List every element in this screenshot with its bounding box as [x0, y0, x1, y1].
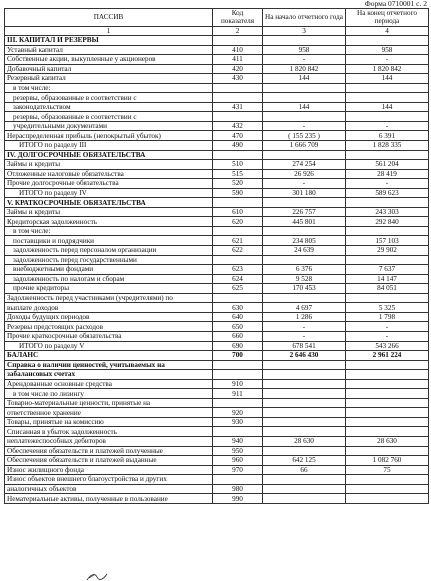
row-name: в том числе по лизингу	[5, 389, 213, 399]
row-name: Справка о наличии ценностей, учитываемых на	[5, 360, 213, 370]
row-code: 410	[213, 45, 263, 55]
row-name: задолженность перед государственными	[5, 255, 213, 265]
row-code: 622	[213, 246, 263, 256]
row-code	[213, 427, 263, 437]
row-code	[213, 398, 263, 408]
row-name: задолженность по налогам и сборам	[5, 274, 213, 284]
row-name: Отложенные налоговые обязательства	[5, 169, 213, 179]
row-name: Добавочный капитал	[5, 64, 213, 74]
row-code: 920	[213, 408, 263, 418]
row-value-start: 144	[263, 74, 346, 84]
table-row	[5, 198, 429, 208]
row-value-end: 1 820 842	[346, 64, 429, 74]
row-code: 630	[213, 303, 263, 313]
row-name: задолженность перед персоналом организации	[5, 246, 213, 256]
row-value-start	[263, 198, 346, 208]
row-value-start: 234 805	[263, 236, 346, 246]
row-value-start	[263, 427, 346, 437]
table-row	[5, 293, 429, 303]
column-number: 3	[263, 27, 346, 36]
row-value-start	[263, 484, 346, 494]
row-name: внебюджетными фондами	[5, 265, 213, 275]
liabilities-table-body	[5, 9, 429, 504]
row-code	[213, 150, 263, 160]
row-code: 960	[213, 456, 263, 466]
row-value-end	[346, 398, 429, 408]
row-value-end	[346, 427, 429, 437]
row-code: 640	[213, 312, 263, 322]
table-row	[5, 45, 429, 55]
row-value-end	[346, 417, 429, 427]
table-row	[5, 83, 429, 93]
row-code: 650	[213, 322, 263, 332]
table-row	[5, 102, 429, 112]
table-row	[5, 274, 429, 284]
table-row	[5, 398, 429, 408]
row-value-end	[346, 494, 429, 504]
table-row	[5, 341, 429, 351]
row-value-end	[346, 226, 429, 236]
row-code: 490	[213, 141, 263, 151]
row-value-end: 2 961 224	[346, 351, 429, 361]
row-code: 980	[213, 484, 263, 494]
row-code	[213, 112, 263, 122]
row-value-end	[346, 198, 429, 208]
table-row	[5, 141, 429, 151]
row-value-end: 589 623	[346, 188, 429, 198]
row-value-end: 29 902	[346, 246, 429, 256]
row-name: выплате доходов	[5, 303, 213, 313]
row-name: Товарно-материальные ценности, принятые на	[5, 398, 213, 408]
row-value-end: 561 204	[346, 160, 429, 170]
row-name: Займы и кредиты	[5, 160, 213, 170]
row-value-end: 292 840	[346, 217, 429, 227]
row-code: 432	[213, 121, 263, 131]
row-name: Износ объектов внешнего благоустройства и других	[5, 475, 213, 485]
row-code	[213, 370, 263, 380]
table-row	[5, 408, 429, 418]
liabilities-table	[4, 8, 429, 504]
row-value-start: -	[263, 331, 346, 341]
table-row	[5, 255, 429, 265]
row-name: учредительными документами	[5, 121, 213, 131]
row-value-start: 226 757	[263, 207, 346, 217]
column-number-row	[5, 27, 429, 36]
row-code: 420	[213, 64, 263, 74]
row-name: Товары, принятые на комиссию	[5, 417, 213, 427]
table-row	[5, 169, 429, 179]
row-value-end	[346, 408, 429, 418]
row-name: ИТОГО по разделу III	[5, 141, 213, 151]
row-value-end: 958	[346, 45, 429, 55]
row-value-end: 28 419	[346, 169, 429, 179]
row-value-start	[263, 446, 346, 456]
table-row	[5, 284, 429, 294]
table-row	[5, 351, 429, 361]
row-name: неплатежеспособных дебиторов	[5, 436, 213, 446]
row-name: Уставный капитал	[5, 45, 213, 55]
row-name: Арендованные основные средства	[5, 379, 213, 389]
row-value-start	[263, 83, 346, 93]
table-row	[5, 370, 429, 380]
row-value-start	[263, 494, 346, 504]
table-row	[5, 446, 429, 456]
row-value-start	[263, 370, 346, 380]
row-value-start: 6 376	[263, 265, 346, 275]
row-value-start	[263, 93, 346, 103]
row-value-end: 28 630	[346, 436, 429, 446]
row-name: резервы, образованные в соответствии с	[5, 93, 213, 103]
row-value-end: -	[346, 331, 429, 341]
row-code: 911	[213, 389, 263, 399]
row-value-start	[263, 417, 346, 427]
row-value-end	[346, 446, 429, 456]
table-row	[5, 121, 429, 131]
table-row	[5, 494, 429, 504]
row-name: ИТОГО по разделу V	[5, 341, 213, 351]
row-value-end: -	[346, 121, 429, 131]
header-code: Код показателя	[213, 9, 263, 27]
row-code	[213, 36, 263, 46]
row-value-start: -	[263, 55, 346, 65]
row-value-start	[263, 398, 346, 408]
row-name: БАЛАНС	[5, 351, 213, 361]
row-code	[213, 360, 263, 370]
table-row	[5, 74, 429, 84]
row-value-end	[346, 150, 429, 160]
row-value-start	[263, 360, 346, 370]
row-value-end: 7 637	[346, 265, 429, 275]
row-name: законодательством	[5, 102, 213, 112]
row-value-start: 1 820 842	[263, 64, 346, 74]
row-code: 990	[213, 494, 263, 504]
row-value-end	[346, 370, 429, 380]
row-value-start: 2 646 430	[263, 351, 346, 361]
row-value-end	[346, 379, 429, 389]
row-value-end	[346, 293, 429, 303]
row-value-end: 144	[346, 102, 429, 112]
row-name: Нераспределенная прибыль (непокрытый убыток)	[5, 131, 213, 141]
row-name: V. КРАТКОСРОЧНЫЕ ОБЯЗАТЕЛЬСТВА	[5, 198, 213, 208]
table-row	[5, 217, 429, 227]
row-name: прочие кредиторы	[5, 284, 213, 294]
table-row	[5, 303, 429, 313]
row-code: 950	[213, 446, 263, 456]
row-code: 431	[213, 102, 263, 112]
row-name: Прочие краткосрочные обязательства	[5, 331, 213, 341]
table-row	[5, 226, 429, 236]
row-value-start	[263, 379, 346, 389]
column-number: 1	[5, 27, 213, 36]
row-code: 620	[213, 217, 263, 227]
row-name: IV. ДОЛГОСРОЧНЫЕ ОБЯЗАТЕЛЬСТВА	[5, 150, 213, 160]
row-value-end: 1 082 760	[346, 456, 429, 466]
row-value-start: 958	[263, 45, 346, 55]
row-value-start: ( 155 235 )	[263, 131, 346, 141]
row-value-start: 144	[263, 102, 346, 112]
header-end-of-period: На конец отчетного периода	[346, 9, 429, 27]
row-name: поставщики и подрядчики	[5, 236, 213, 246]
row-code	[213, 475, 263, 485]
row-code: 590	[213, 188, 263, 198]
row-code: 690	[213, 341, 263, 351]
row-code: 510	[213, 160, 263, 170]
row-value-start: 1 286	[263, 312, 346, 322]
row-code: 625	[213, 284, 263, 294]
row-name: Резервный капитал	[5, 74, 213, 84]
row-name: Прочие долгосрочные обязательства	[5, 179, 213, 189]
row-value-end	[346, 389, 429, 399]
row-value-end	[346, 83, 429, 93]
row-value-end: 1 828 335	[346, 141, 429, 151]
row-value-start: 26 926	[263, 169, 346, 179]
row-name: в том числе:	[5, 83, 213, 93]
row-name: резервы, образованные в соответствии с	[5, 112, 213, 122]
table-row	[5, 236, 429, 246]
table-row	[5, 436, 429, 446]
signature-mark	[85, 572, 109, 581]
row-value-end	[346, 255, 429, 265]
table-row	[5, 64, 429, 74]
row-value-end	[346, 36, 429, 46]
table-row	[5, 55, 429, 65]
row-code	[213, 226, 263, 236]
table-row	[5, 360, 429, 370]
row-value-end	[346, 93, 429, 103]
table-row	[5, 131, 429, 141]
row-name: Обеспечения обязательств и платежей полученные	[5, 446, 213, 456]
row-code	[213, 198, 263, 208]
row-value-start	[263, 389, 346, 399]
row-name: III. КАПИТАЛ И РЕЗЕРВЫ	[5, 36, 213, 46]
row-value-start	[263, 226, 346, 236]
row-value-end: -	[346, 322, 429, 332]
row-value-start: 1 666 709	[263, 141, 346, 151]
row-value-start: 24 639	[263, 246, 346, 256]
row-code: 610	[213, 207, 263, 217]
row-value-end: 144	[346, 74, 429, 84]
table-row	[5, 188, 429, 198]
table-row	[5, 417, 429, 427]
row-value-start	[263, 475, 346, 485]
row-value-start	[263, 293, 346, 303]
row-value-start: 274 254	[263, 160, 346, 170]
row-value-end: -	[346, 55, 429, 65]
table-row	[5, 389, 429, 399]
row-name: Займы и кредиты	[5, 207, 213, 217]
table-header-row	[5, 9, 429, 27]
header-passive: ПАССИВ	[5, 9, 213, 27]
row-value-start: -	[263, 322, 346, 332]
row-value-start: 28 630	[263, 436, 346, 446]
header-start-of-year: На начало отчетного года	[263, 9, 346, 27]
table-row	[5, 246, 429, 256]
row-code: 940	[213, 436, 263, 446]
row-value-start: 301 180	[263, 188, 346, 198]
row-name: Нематериальные активы, полученные в пользование	[5, 494, 213, 504]
row-value-end	[346, 475, 429, 485]
row-value-start: 642 125	[263, 456, 346, 466]
row-code: 520	[213, 179, 263, 189]
row-value-end: 6 391	[346, 131, 429, 141]
table-row	[5, 265, 429, 275]
row-code	[213, 255, 263, 265]
row-value-end: 5 325	[346, 303, 429, 313]
table-row	[5, 179, 429, 189]
row-value-start: 66	[263, 465, 346, 475]
row-code: 623	[213, 265, 263, 275]
table-row	[5, 456, 429, 466]
row-name: Списанная в убыток задолженность	[5, 427, 213, 437]
row-value-end: 543 266	[346, 341, 429, 351]
table-row	[5, 475, 429, 485]
row-name: Доходы будущих периодов	[5, 312, 213, 322]
row-value-start	[263, 112, 346, 122]
row-value-end: 75	[346, 465, 429, 475]
table-row	[5, 379, 429, 389]
table-row	[5, 465, 429, 475]
row-value-start	[263, 36, 346, 46]
row-code: 624	[213, 274, 263, 284]
row-code: 910	[213, 379, 263, 389]
row-code: 430	[213, 74, 263, 84]
row-value-start: 678 541	[263, 341, 346, 351]
row-code	[213, 293, 263, 303]
row-name: забалансовых счетах	[5, 370, 213, 380]
row-code: 660	[213, 331, 263, 341]
row-value-start: 4 697	[263, 303, 346, 313]
table-row	[5, 207, 429, 217]
row-value-end	[346, 484, 429, 494]
row-value-start: 9 528	[263, 274, 346, 284]
row-code: 470	[213, 131, 263, 141]
row-value-end	[346, 112, 429, 122]
table-row	[5, 312, 429, 322]
row-value-end: -	[346, 179, 429, 189]
row-value-start: 445 801	[263, 217, 346, 227]
row-value-start: 170 453	[263, 284, 346, 294]
row-value-end: 14 147	[346, 274, 429, 284]
row-code: 930	[213, 417, 263, 427]
row-value-end: 1 798	[346, 312, 429, 322]
row-code: 700	[213, 351, 263, 361]
table-row	[5, 36, 429, 46]
row-name: Кредиторская задолженность	[5, 217, 213, 227]
row-name: в том числе:	[5, 226, 213, 236]
table-row	[5, 427, 429, 437]
row-value-end: 157 103	[346, 236, 429, 246]
row-name: ИТОГО по разделу IV	[5, 188, 213, 198]
row-value-end: 84 051	[346, 284, 429, 294]
table-row	[5, 484, 429, 494]
row-name: Задолженность перед участниками (учредителями) по	[5, 293, 213, 303]
table-row	[5, 160, 429, 170]
row-code: 411	[213, 55, 263, 65]
row-code: 970	[213, 465, 263, 475]
row-name: аналогичных объектов	[5, 484, 213, 494]
column-number: 4	[346, 27, 429, 36]
row-code: 515	[213, 169, 263, 179]
table-row	[5, 322, 429, 332]
table-row	[5, 112, 429, 122]
table-row	[5, 93, 429, 103]
row-name: Резервы предстоящих расходов	[5, 322, 213, 332]
row-name: Износ жилищного фонда	[5, 465, 213, 475]
row-name: Обеспечения обязательств и платежей выданные	[5, 456, 213, 466]
row-code	[213, 93, 263, 103]
row-value-start	[263, 408, 346, 418]
form-code: Форма 0710001 с. 2	[364, 0, 427, 8]
row-value-start: -	[263, 121, 346, 131]
row-value-start	[263, 255, 346, 265]
row-value-start: -	[263, 179, 346, 189]
column-number: 2	[213, 27, 263, 36]
row-value-start	[263, 150, 346, 160]
table-row	[5, 331, 429, 341]
row-value-end	[346, 360, 429, 370]
row-value-end: 243 303	[346, 207, 429, 217]
row-name: Собственные акции, выкупленные у акционеров	[5, 55, 213, 65]
row-code: 621	[213, 236, 263, 246]
table-row	[5, 150, 429, 160]
row-code	[213, 83, 263, 93]
row-name: ответственное хранение	[5, 408, 213, 418]
